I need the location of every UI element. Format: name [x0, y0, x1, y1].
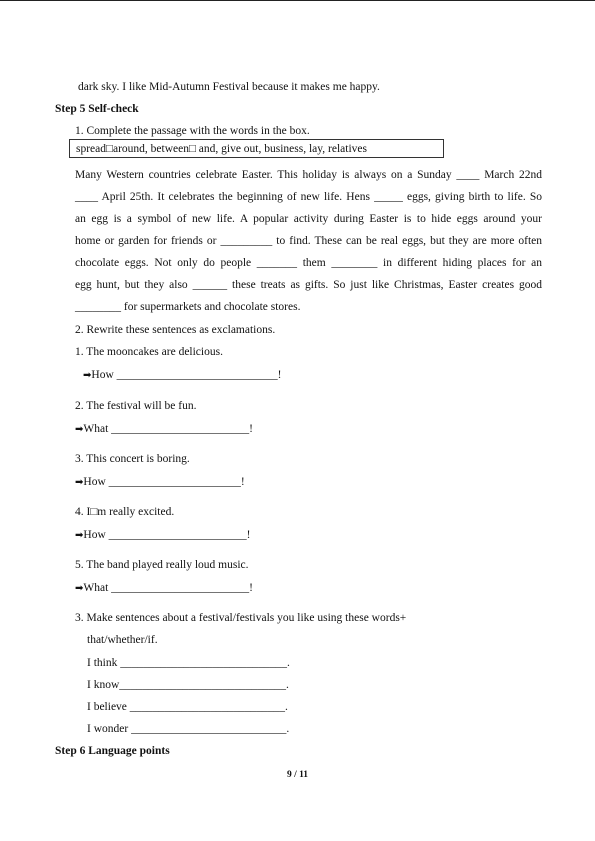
exclamation-sentence: 2. The festival will be fun. [75, 400, 197, 412]
passage-line: Many Western countries celebrate Easter. This holiday is always on a Sunday ____ March 22nd [75, 169, 542, 181]
sentence-prompt: I think _____________________________. [87, 657, 290, 669]
sentence-prompt: I know_____________________________. [87, 679, 289, 691]
right-arrow-icon: ➡ [75, 583, 84, 594]
exclamation-sentence: 4. I□m really excited. [75, 506, 175, 518]
exclamation-answer-row [75, 422, 253, 437]
task3-instruction: 3. Make sentences about a festival/festivals you like using these words+ [75, 612, 407, 624]
exclamation-sentence: 3. This concert is boring. [75, 453, 190, 465]
passage-line: an egg is a symbol of new life. A popular activity during Easter is to hide eggs around your [75, 213, 542, 225]
page-number: 9 / 11 [286, 770, 309, 780]
passage-line: ____ April 25th. It celebrates the beginning of new life. Hens _____ eggs, giving birth to life. So [75, 191, 542, 203]
exclamation-answer-row [75, 528, 250, 543]
passage-line: egg hunt, but they also ______ these treats as gifts. So just like Christmas, Easter creates good [75, 279, 542, 291]
exclamation-answer: How ________________________! [83, 529, 251, 541]
intro-line: dark sky. I like Mid-Autumn Festival because it makes me happy. [78, 81, 380, 93]
task2-instruction: 2. Rewrite these sentences as exclamations. [75, 324, 276, 336]
task3-instruction-cont: that/whether/if. [87, 634, 158, 646]
right-arrow-icon: ➡ [83, 370, 92, 381]
right-arrow-icon: ➡ [75, 477, 84, 488]
right-arrow-icon: ➡ [75, 424, 84, 435]
page-top-rule [0, 0, 595, 1]
right-arrow-icon: ➡ [75, 530, 84, 541]
exclamation-answer: What ________________________! [83, 582, 253, 594]
passage-line: home or garden for friends or _________ to find. These can be real eggs, but they are more often [75, 235, 542, 247]
sentence-prompt: I wonder ___________________________. [87, 723, 290, 735]
step6-heading: Step 6 Language points [55, 745, 170, 757]
word-box-text: spread□around, between□ and, give out, business, lay, relatives [76, 143, 367, 155]
exclamation-sentence: 5. The band played really loud music. [75, 559, 249, 571]
step5-heading: Step 5 Self-check [55, 103, 139, 115]
exclamation-answer: How _______________________! [83, 476, 245, 488]
passage-line: ________ for supermarkets and chocolate stores. [75, 301, 301, 313]
exclamation-answer-row [75, 475, 245, 490]
exclamation-answer: What ________________________! [83, 423, 253, 435]
word-box [69, 139, 444, 158]
sentence-prompt: I believe ___________________________. [87, 701, 288, 713]
exclamation-answer-row [75, 581, 253, 596]
task1-instruction: 1. Complete the passage with the words in the box. [75, 125, 310, 137]
exclamation-answer: How ____________________________! [91, 369, 282, 381]
exclamation-sentence: 1. The mooncakes are delicious. [75, 346, 223, 358]
passage-line: chocolate eggs. Not only do people _______ them ________ in different hiding places for an [75, 257, 542, 269]
exclamation-answer-row [83, 368, 281, 383]
